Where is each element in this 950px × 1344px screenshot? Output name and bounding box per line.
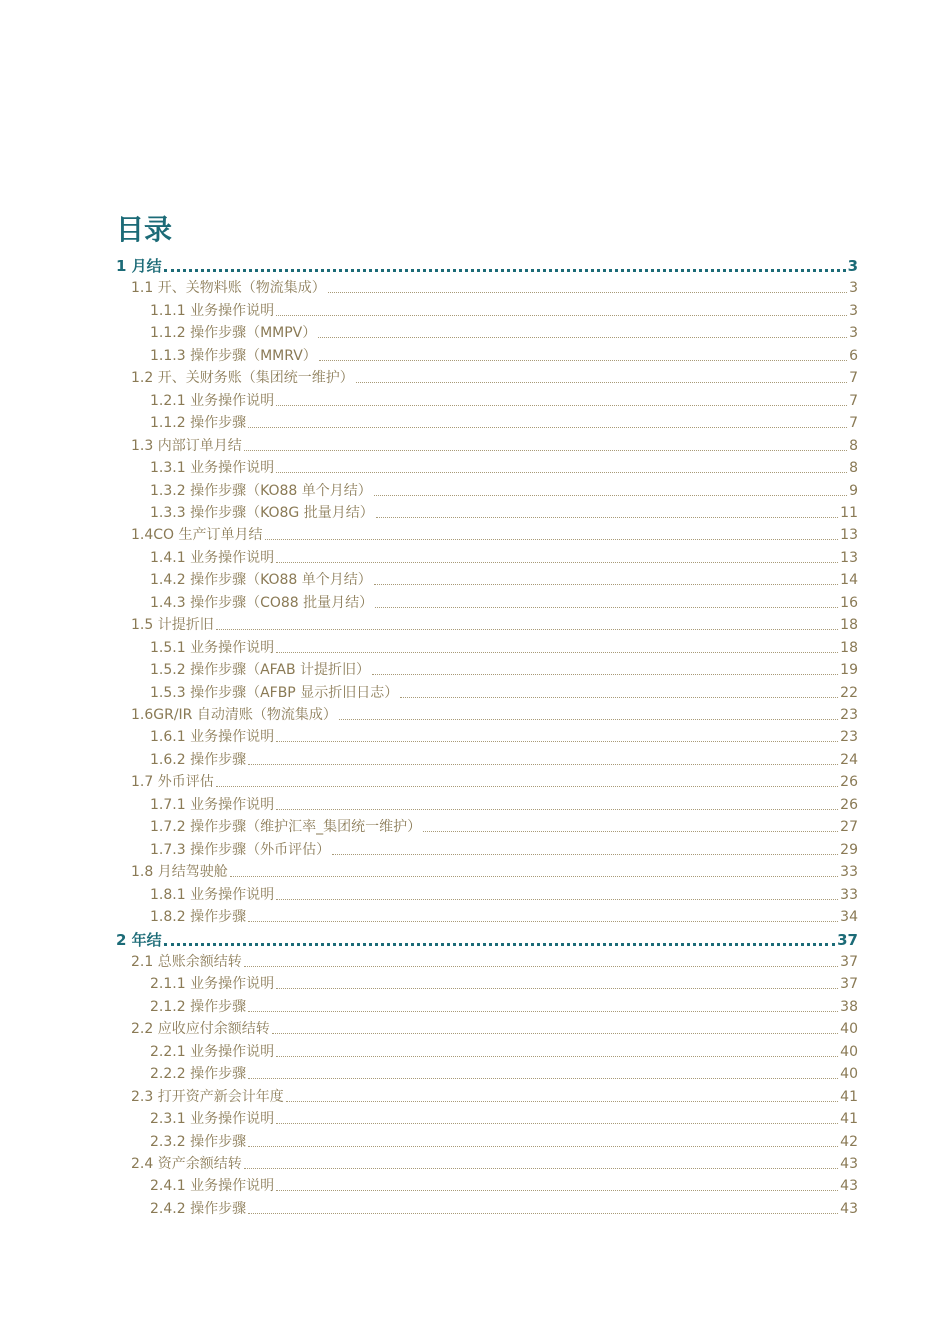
toc-leader-dots (276, 987, 838, 989)
toc-entry-page-number: 8 (849, 437, 858, 454)
toc-leader-dots (332, 853, 838, 855)
toc-subsection-entry[interactable] (0, 837, 858, 859)
toc-leader-dots (248, 763, 838, 765)
toc-leader-dots (372, 673, 838, 675)
toc-entry-label: 1.5.1 业务操作说明 (150, 639, 275, 656)
toc-subsection-entry[interactable] (0, 971, 858, 993)
toc-subsection-entry[interactable] (0, 567, 858, 589)
toc-entry-label: 2.3 打开资产新会计年度 (131, 1088, 284, 1105)
toc-entry-page-number: 23 (840, 729, 858, 746)
toc-entry-label: 1.4CO 生产订单月结 (131, 527, 263, 544)
toc-entry-page-number: 29 (840, 841, 858, 858)
toc-entry-label: 1 月结 (116, 257, 162, 275)
toc-section-entry[interactable] (0, 949, 858, 971)
toc-leader-dots (248, 426, 847, 428)
toc-leader-dots (248, 1077, 838, 1079)
toc-entry-page-number: 34 (840, 909, 858, 926)
toc-leader-dots (244, 965, 838, 967)
toc-entry-page-number: 16 (840, 594, 858, 611)
toc-subsection-entry[interactable] (0, 298, 858, 320)
toc-entry-page-number: 33 (840, 886, 858, 903)
toc-leader-dots (248, 920, 838, 922)
toc-entry-page-number: 8 (849, 460, 858, 477)
toc-entry-label: 1.5.3 操作步骤（AFBP 显示折旧日志） (150, 684, 399, 701)
toc-section-entry[interactable] (0, 769, 858, 791)
toc-entry-label: 1.8.2 操作步骤 (150, 909, 247, 926)
toc-section-entry[interactable] (0, 859, 858, 881)
toc-entry-page-number: 24 (840, 751, 858, 768)
toc-subsection-entry[interactable] (0, 635, 858, 657)
toc-entry-label: 2.4.2 操作步骤 (150, 1200, 247, 1217)
toc-subsection-entry[interactable] (0, 1039, 858, 1061)
toc-leader-dots (376, 516, 838, 518)
toc-subsection-entry[interactable] (0, 657, 858, 679)
toc-leader-dots (272, 1032, 838, 1034)
toc-subsection-entry[interactable] (0, 478, 858, 500)
toc-leader-dots (276, 1055, 838, 1057)
toc-entry-label: 1.4.2 操作步骤（KO88 单个月结） (150, 572, 372, 589)
toc-leader-dots (400, 696, 838, 698)
toc-leader-dots (216, 628, 838, 630)
toc-subsection-entry[interactable] (0, 1173, 858, 1195)
toc-entry-page-number: 33 (840, 864, 858, 881)
toc-section-entry[interactable] (0, 433, 858, 455)
toc-entry-page-number: 13 (840, 549, 858, 566)
toc-entry-page-number: 11 (840, 504, 858, 521)
toc-entry-label: 1.4.3 操作步骤（CO88 批量月结） (150, 594, 374, 611)
toc-subsection-entry[interactable] (0, 747, 858, 769)
toc-entry-label: 1.8.1 业务操作说明 (150, 886, 275, 903)
toc-entry-label: 2.4 资产余额结转 (131, 1156, 242, 1172)
toc-entry-label: 1.7.1 业务操作说明 (150, 796, 275, 813)
toc-chapter-entry[interactable] (0, 253, 858, 275)
toc-entry-page-number: 18 (840, 639, 858, 656)
toc-subsection-entry[interactable] (0, 724, 858, 746)
toc-entry-label: 1.5.2 操作步骤（AFAB 计提折旧） (150, 662, 371, 679)
toc-section-entry[interactable] (0, 365, 858, 387)
toc-leader-dots (374, 583, 838, 585)
toc-entry-page-number: 43 (840, 1178, 858, 1195)
toc-entry-page-number: 18 (840, 617, 858, 634)
toc-entry-label: 1.2 开、关财务账（集团统一维护） (131, 370, 354, 387)
toc-leader-dots (164, 268, 846, 272)
toc-subsection-entry[interactable] (0, 882, 858, 904)
toc-entry-page-number: 38 (840, 998, 858, 1015)
toc-leader-dots (276, 651, 838, 653)
toc-entry-label: 1.7 外币评估 (131, 774, 214, 791)
toc-leader-dots (276, 471, 847, 473)
toc-subsection-entry[interactable] (0, 1061, 858, 1083)
toc-subsection-entry[interactable] (0, 455, 858, 477)
toc-leader-dots (319, 359, 847, 361)
toc-leader-dots (216, 785, 838, 787)
toc-leader-dots (164, 942, 835, 946)
toc-leader-dots (265, 538, 839, 540)
toc-entry-label: 1.4.1 业务操作说明 (150, 549, 275, 566)
toc-leader-dots (356, 381, 847, 383)
toc-entry-page-number: 43 (840, 1200, 858, 1217)
toc-subsection-entry[interactable] (0, 792, 858, 814)
toc-entry-page-number: 9 (849, 482, 858, 499)
toc-entry-page-number: 7 (849, 370, 858, 387)
toc-subsection-entry[interactable] (0, 680, 858, 702)
toc-entry-page-number: 37 (837, 930, 858, 949)
toc-subsection-entry[interactable] (0, 590, 858, 612)
toc-entry-page-number: 3 (847, 257, 858, 275)
toc-entry-page-number: 40 (840, 1021, 858, 1038)
toc-entry-label: 1.1.3 操作步骤（MMRV） (150, 347, 317, 364)
toc-subsection-entry[interactable] (0, 1129, 858, 1151)
toc-subsection-entry[interactable] (0, 343, 858, 365)
toc-entry-page-number: 42 (840, 1133, 858, 1150)
toc-entry-page-number: 14 (840, 572, 858, 589)
toc-leader-dots (276, 1189, 838, 1191)
toc-leader-dots (375, 606, 838, 608)
toc-leader-dots (318, 336, 847, 338)
toc-subsection-entry[interactable] (0, 388, 858, 410)
toc-leader-dots (276, 561, 838, 563)
toc-entry-page-number: 22 (840, 684, 858, 701)
toc-subsection-entry[interactable] (0, 904, 858, 926)
toc-entry-label: 2 年结 (116, 930, 162, 949)
toc-entry-label: 1.1.2 操作步骤（MMPV） (150, 325, 317, 342)
toc-entry-label: 1.6GR/IR 自动清账（物流集成） (131, 707, 337, 723)
toc-entry-label: 2.1.1 业务操作说明 (150, 976, 275, 993)
toc-leader-dots (423, 830, 838, 832)
toc-leader-dots (276, 1122, 838, 1124)
toc-entry-page-number: 37 (840, 953, 858, 970)
toc-entry-page-number: 26 (840, 796, 858, 813)
toc-subsection-entry[interactable] (0, 500, 858, 522)
toc-entry-page-number: 7 (849, 415, 858, 432)
toc-entry-label: 2.2.1 业务操作说明 (150, 1043, 275, 1060)
toc-leader-dots (276, 314, 847, 316)
toc-leader-dots (276, 740, 838, 742)
toc-entry-label: 1.1 开、关物料账（物流集成） (131, 280, 326, 297)
toc-entry-label: 1.1.1 业务操作说明 (150, 302, 275, 319)
toc-leader-dots (248, 1010, 838, 1012)
toc-section-entry[interactable] (0, 1084, 858, 1106)
toc-entry-page-number: 3 (849, 302, 858, 319)
toc-entry-page-number: 26 (840, 774, 858, 791)
toc-entry-label: 1.8 月结驾驶舱 (131, 864, 228, 881)
toc-entry-label: 1.3.1 业务操作说明 (150, 460, 275, 477)
toc-section-entry[interactable] (0, 1016, 858, 1038)
toc-leader-dots (248, 1145, 838, 1147)
toc-entry-label: 1.2.1 业务操作说明 (150, 392, 275, 409)
toc-entry-label: 1.3.3 操作步骤（KO8G 批量月结） (150, 504, 374, 521)
toc-leader-dots (248, 1212, 838, 1214)
toc-entry-label: 1.3.2 操作步骤（KO88 单个月结） (150, 482, 372, 499)
toc-section-entry[interactable] (0, 275, 858, 297)
toc-entry-label: 1.7.2 操作步骤（维护汇率_集团统一维护） (150, 819, 422, 836)
toc-entry-page-number: 41 (840, 1088, 858, 1105)
toc-section-entry[interactable] (0, 612, 858, 634)
toc-entry-page-number: 27 (840, 819, 858, 836)
toc-subsection-entry[interactable] (0, 1106, 858, 1128)
toc-leader-dots (276, 808, 838, 810)
toc-entry-label: 2.2 应收应付余额结转 (131, 1021, 270, 1038)
toc-entry-page-number: 19 (840, 662, 858, 679)
toc-entry-page-number: 23 (840, 707, 858, 723)
toc-subsection-entry[interactable] (0, 545, 858, 567)
toc-subsection-entry[interactable] (0, 1196, 858, 1218)
toc-entry-page-number: 6 (849, 347, 858, 364)
toc-leader-dots (374, 494, 847, 496)
toc-entry-label: 1.6.1 业务操作说明 (150, 729, 275, 746)
toc-entry-label: 2.1 总账余额结转 (131, 953, 242, 970)
toc-leader-dots (276, 404, 847, 406)
toc-leader-dots (244, 449, 847, 451)
toc-subsection-entry[interactable] (0, 814, 858, 836)
toc-entry-label: 2.2.2 操作步骤 (150, 1066, 247, 1083)
toc-entry-label: 2.3.1 业务操作说明 (150, 1111, 275, 1128)
toc-section-entry[interactable] (0, 1151, 858, 1173)
toc-entry-label: 1.5 计提折旧 (131, 617, 214, 634)
toc-entry-page-number: 7 (849, 392, 858, 409)
toc-title: 目录 (116, 213, 173, 246)
toc-entry-page-number: 3 (849, 325, 858, 342)
toc-entry-page-number: 43 (840, 1156, 858, 1172)
toc-entry-label: 2.1.2 操作步骤 (150, 998, 247, 1015)
toc-leader-dots (339, 718, 838, 720)
toc-leader-dots (286, 1100, 838, 1102)
toc-entry-page-number: 40 (840, 1066, 858, 1083)
toc-entry-page-number: 3 (849, 280, 858, 297)
toc-section-entry[interactable] (0, 522, 858, 544)
toc-leader-dots (328, 291, 847, 293)
toc-entry-label: 1.7.3 操作步骤（外币评估） (150, 841, 331, 858)
toc-entry-page-number: 40 (840, 1043, 858, 1060)
toc-entry-label: 1.3 内部订单月结 (131, 437, 242, 454)
toc-chapter-entry[interactable] (0, 927, 858, 949)
toc-subsection-entry[interactable] (0, 994, 858, 1016)
toc-entry-page-number: 37 (840, 976, 858, 993)
toc-leader-dots (230, 875, 838, 877)
toc-entry-label: 1.6.2 操作步骤 (150, 751, 247, 768)
toc-entry-page-number: 13 (840, 527, 858, 544)
toc-leader-dots (276, 898, 838, 900)
toc-subsection-entry[interactable] (0, 320, 858, 342)
toc-entry-label: 2.4.1 业务操作说明 (150, 1178, 275, 1195)
toc-entry-label: 1.1.2 操作步骤 (150, 415, 247, 432)
toc-leader-dots (244, 1167, 838, 1169)
toc-subsection-entry[interactable] (0, 410, 858, 432)
toc-entry-label: 2.3.2 操作步骤 (150, 1133, 247, 1150)
toc-section-entry[interactable] (0, 702, 858, 724)
toc-entry-page-number: 41 (840, 1111, 858, 1128)
